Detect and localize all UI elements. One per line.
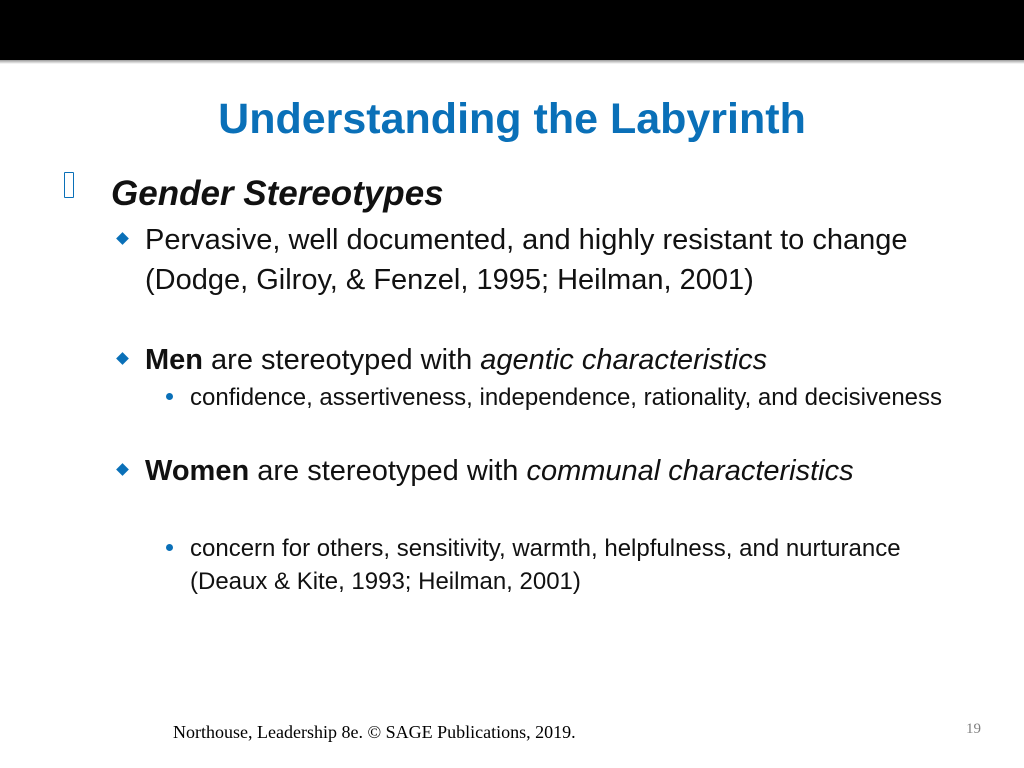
sub-bullet-communal xyxy=(190,532,950,598)
gender-stereotypes-heading: Gender Stereotypes xyxy=(111,174,444,213)
slide-title: Understanding the Labyrinth xyxy=(218,95,806,143)
women-label: Women xyxy=(145,455,250,487)
dot-bullet-icon xyxy=(166,393,173,400)
bullet-men xyxy=(145,340,945,380)
women-characteristics: communal characteristics xyxy=(526,455,854,487)
men-characteristics: agentic characteristics xyxy=(480,344,768,376)
bullet-pervasive-text: Pervasive, well documented, and highly resistant to change (Dodge, Gilroy, & Fenzel, 1995; Heilman, 2001) xyxy=(145,224,908,296)
square-bullet-icon xyxy=(64,172,74,198)
women-middle-text: are stereotyped with xyxy=(249,455,527,487)
bullet-pervasive xyxy=(145,220,945,300)
top-bar-shadow xyxy=(0,60,1024,64)
men-middle-text: are stereotyped with xyxy=(203,344,481,376)
page-number: 19 xyxy=(966,721,981,737)
sub-bullet-agentic xyxy=(190,381,950,414)
dot-bullet-icon xyxy=(166,544,173,551)
agentic-list-text: confidence, assertiveness, independence, rationality, and decisiveness xyxy=(190,384,943,411)
diamond-bullet-icon xyxy=(116,463,129,476)
top-black-bar xyxy=(0,0,1024,60)
diamond-bullet-icon xyxy=(116,352,129,365)
footer-citation: Northouse, Leadership 8e. © SAGE Publications, 2019. xyxy=(173,722,576,742)
diamond-bullet-icon xyxy=(116,232,129,245)
bullet-women xyxy=(145,451,945,491)
men-label: Men xyxy=(145,344,203,376)
communal-list-text: concern for others, sensitivity, warmth, helpfulness, and nurturance (Deaux & Kite, 1993; Heilman, 2001) xyxy=(190,535,901,595)
